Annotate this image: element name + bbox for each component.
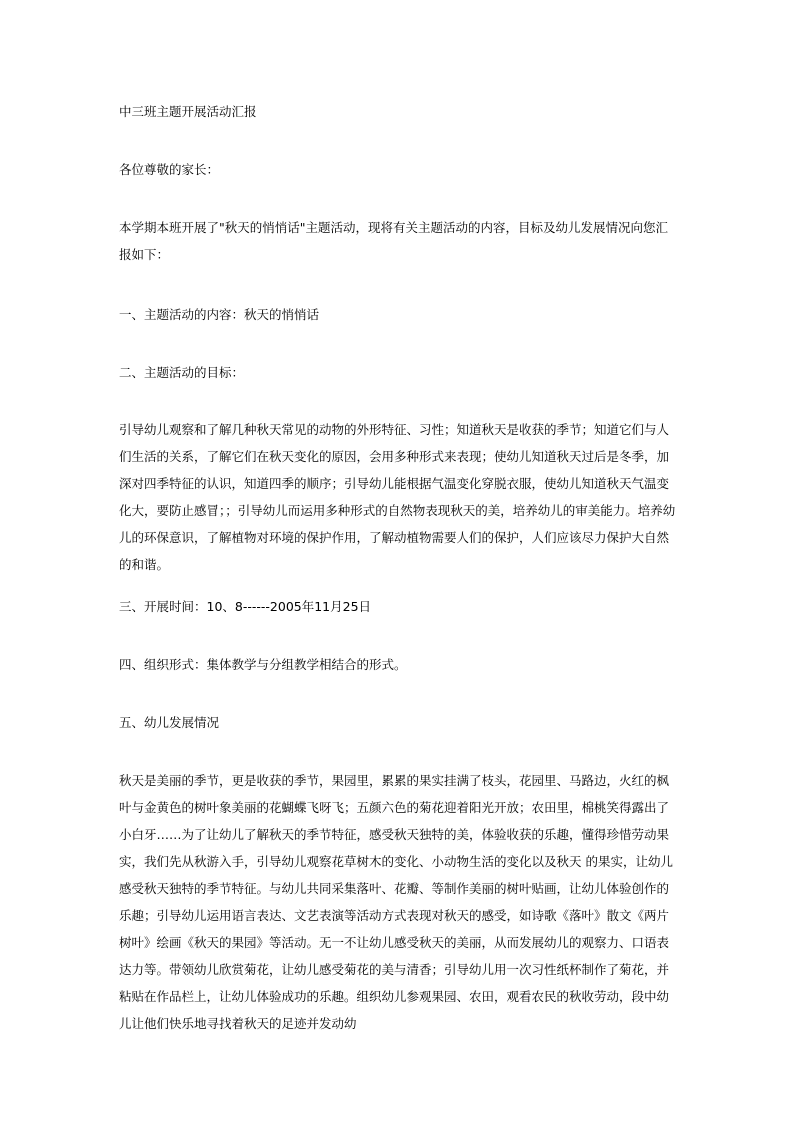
- section-content-heading: 一、主题活动的内容：秋天的悄悄话: [119, 307, 320, 322]
- goals-paragraph: 引导幼儿观察和了解几种秋天常见的动物的外形特征、习性；知道秋天是收获的季节；知道它们与人们生活的关系，了解它们在秋天变化的原因，会用多种形式来表现；使幼儿知道秋天过后是冬季，加深对四季特征的认识，知道四季的顺序；引导幼儿能根据气温变化穿脱衣服，使幼儿知道秋天气温变化大，要防止感冒；；引导幼儿而运用多种形式的自然物表现秋天的美，培养幼儿的审美能力。培养幼儿的环保意识，了解植物对环境的保护作用，了解动植物需要人们的保护，人们应该尽力保护大自然的和谐。: [119, 422, 676, 572]
- section-time-heading: 三、开展时间：10、8------2005年11月25日: [119, 599, 372, 614]
- document-title: 中三班主题开展活动汇报: [119, 104, 257, 119]
- greeting: 各位尊敬的家长：: [119, 162, 220, 177]
- section-development-heading: 五、幼儿发展情况: [119, 715, 220, 730]
- section-format-heading: 四、组织形式：集体教学与分组教学相结合的形式。: [119, 657, 407, 672]
- section-goals-heading: 二、主题活动的目标：: [119, 365, 245, 380]
- development-paragraph: 秋天是美丽的季节，更是收获的季节，果园里，累累的果实挂满了枝头，花园里、马路边，火红的枫叶与金黄色的树叶象美丽的花蝴蝶飞呀飞；五颜六色的菊花迎着阳光开放；农田里，棉桃笑得露出了小白牙……为了让幼儿了解秋天的季节特征，感受秋天独特的美，体验收获的乐趣，懂得珍惜劳动果实，我们先从秋游入手，引导幼儿观察花草树木的变化、小动物生活的变化以及秋天 的果实，让幼儿感受秋天独特的季节特征。与幼儿共同采集落叶、花瓣、等制作美丽的树叶贴画，让幼儿体验创作的乐趣；引导幼儿运用语言表达、文艺表演等活动方式表现对秋天的感受，如诗歌《落叶》散文《两片 树叶》绘画《秋天的果园》等活动。无一不让幼儿感受秋天的美丽，从而发展幼儿的观察力、口语表达力等。带领幼儿欣赏菊花，让幼儿感受菊花的美与清香；引导幼儿用一次习性纸杯制作了菊花，并粘贴在作品栏上，让幼儿体验成功的乐趣。组织幼儿参观果园、农田，观看农民的秋收劳动，段中幼儿让他们快乐地寻找着秋天的足迹并发动幼: [119, 773, 673, 1031]
- intro-paragraph: 本学期本班开展了"秋天的悄悄话"主题活动，现将有关主题活动的内容，目标及幼儿发展情况向您汇报如下：: [119, 220, 669, 262]
